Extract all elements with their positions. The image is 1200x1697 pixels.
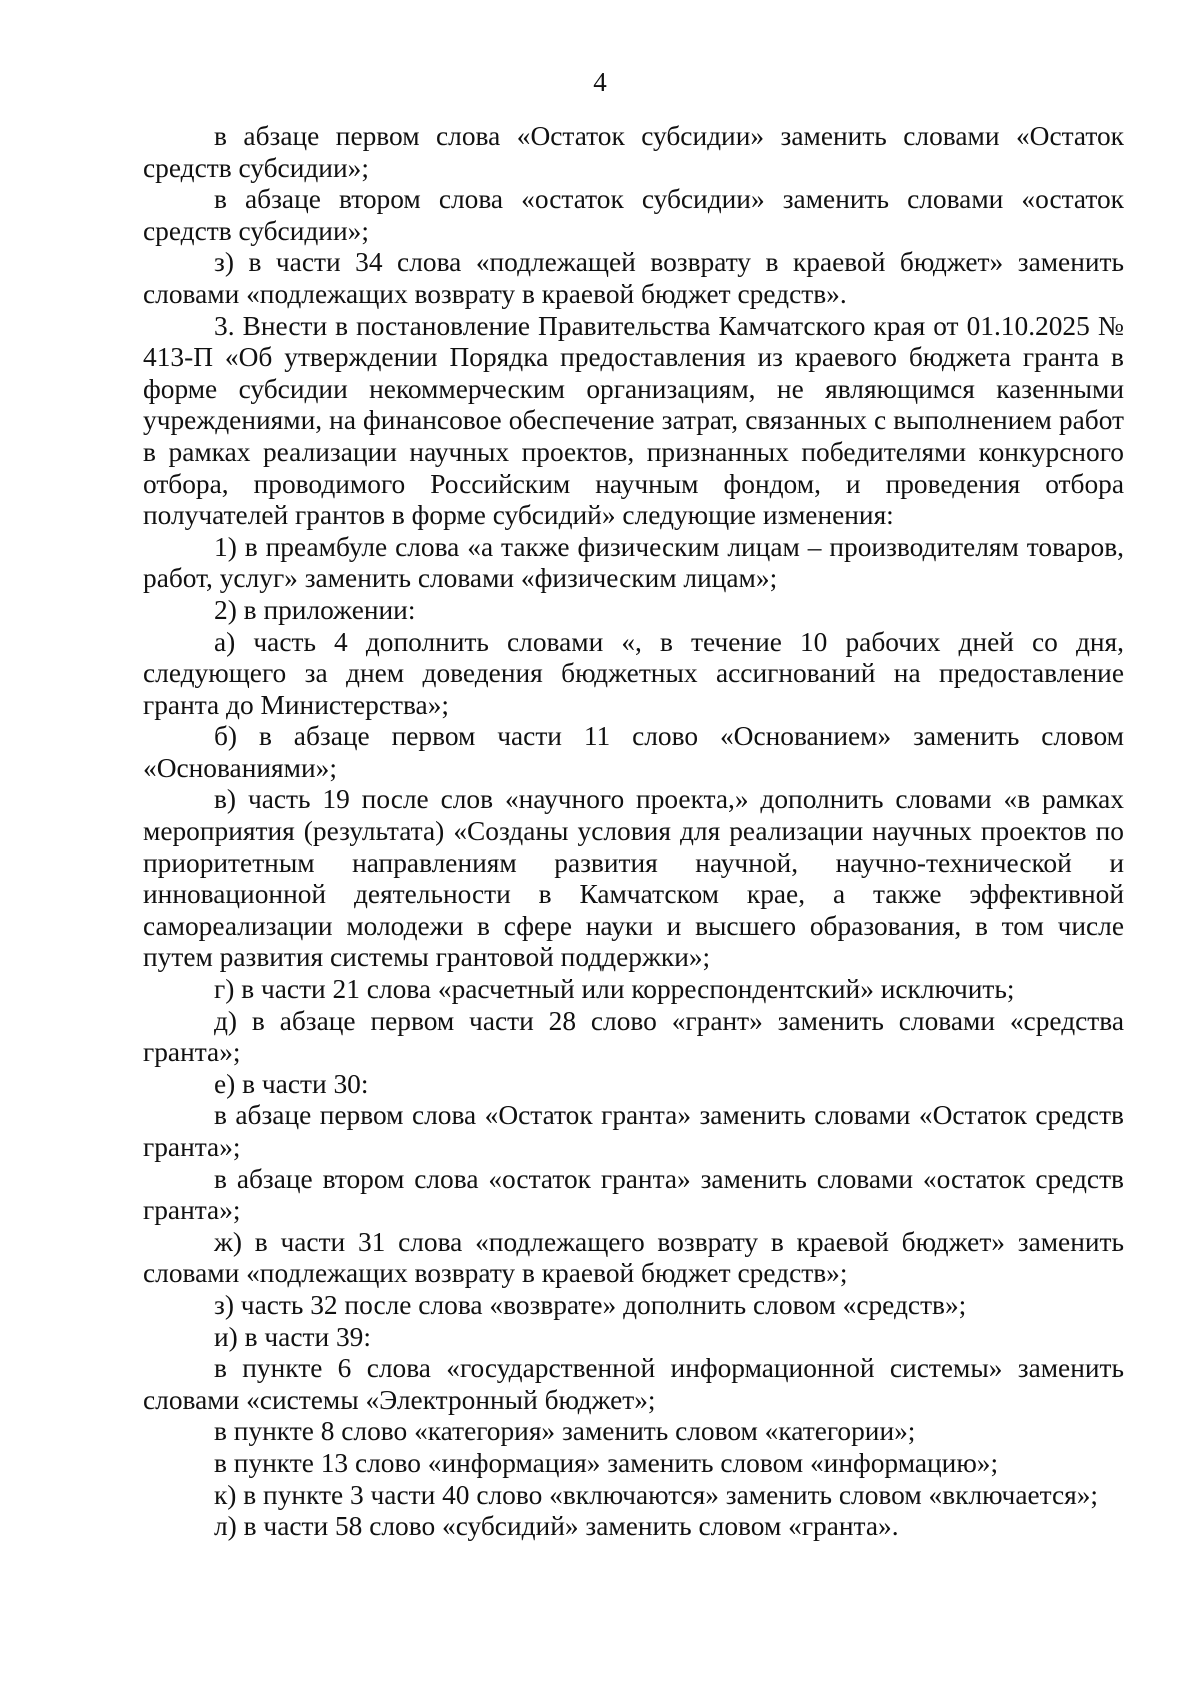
paragraph: в пункте 8 слово «категория» заменить словом «категории»; (214, 1416, 916, 1447)
paragraph: 1) в преамбуле слова «а также физическим лицам – производителям товаров, работ, услуг» заменить словами «физическим лицам»; (143, 531, 1124, 594)
paragraph: в абзаце втором слова «остаток гранта» заменить словами «остаток средств гранта»; (143, 1163, 1124, 1226)
paragraph: и) в части 39: (214, 1321, 371, 1352)
paragraph: з) в части 34 слова «подлежащей возврату в краевой бюджет» заменить словами «подлежащих возврату в краевой бюджет средств». (143, 247, 1124, 309)
paragraph: в пункте 6 слова «государственной информационной системы» заменить словами «системы «Электронный бюджет»; (143, 1353, 1124, 1415)
paragraph: а) часть 4 дополнить словами «, в течение 10 рабочих дней со дня, следующего за днем доведения бюджетных ассигнований на предоставление гранта до Министерства»; (143, 626, 1124, 720)
paragraph: в абзаце первом слова «Остаток субсидии» заменить словами «Остаток средств субсидии»; (143, 121, 1124, 183)
paragraph: к) в пункте 3 части 40 слово «включаются» заменить словом «включается»; (214, 1479, 1099, 1510)
document-body (143, 121, 1124, 1543)
page-number: 4 (593, 67, 607, 97)
paragraph: л) в части 58 слово «субсидий» заменить словом «гранта». (214, 1511, 899, 1542)
paragraph: 2) в приложении: (214, 594, 416, 625)
paragraph: в пункте 13 слово «информация» заменить словом «информацию»; (214, 1447, 999, 1478)
paragraph: г) в части 21 слова «расчетный или корреспондентский» исключить; (214, 974, 1015, 1005)
paragraph: 3. Внести в постановление Правительства Камчатского края от 01.10.2025 № 413-П «Об утверждении Порядка предоставления из краевого бюджета гранта в форме субсидии некоммерческим организациям, не являющимся казенными учреждениями, на финансовое обеспечение затрат, связанных с выполнением работ в рамках реализации научных проектов, признанных победителями конкурсного отбора, проводимого Российским научным фондом, и проведения отбора получателей грантов в форме субсидий» следующие изменения: (143, 310, 1124, 531)
paragraph: з) часть 32 после слова «возврате» дополнить словом «средств»; (214, 1289, 967, 1320)
paragraph: в) часть 19 после слов «научного проекта,» дополнить словами «в рамках мероприятия (результата) «Созданы условия для реализации научных проектов по приоритетным направлениям развития научной, научно-технической и инновационной деятельности в Камчатском крае, а также эффективной самореализации молодежи в сфере науки и высшего образования, в том числе путем развития системы грантовой поддержки»; (143, 784, 1124, 973)
paragraph: е) в части 30: (214, 1068, 369, 1099)
paragraph: в абзаце первом слова «Остаток гранта» заменить словами «Остаток средств гранта»; (143, 1100, 1124, 1162)
paragraph: д) в абзаце первом части 28 слово «грант» заменить словами «средства гранта»; (143, 1005, 1124, 1068)
paragraph: ж) в части 31 слова «подлежащего возврату в краевой бюджет» заменить словами «подлежащих возврату в краевой бюджет средств»; (143, 1226, 1124, 1289)
paragraph: б) в абзаце первом части 11 слово «Основанием» заменить словом «Основаниями»; (143, 721, 1124, 783)
paragraph: в абзаце втором слова «остаток субсидии» заменить словами «остаток средств субсидии»; (143, 184, 1124, 246)
